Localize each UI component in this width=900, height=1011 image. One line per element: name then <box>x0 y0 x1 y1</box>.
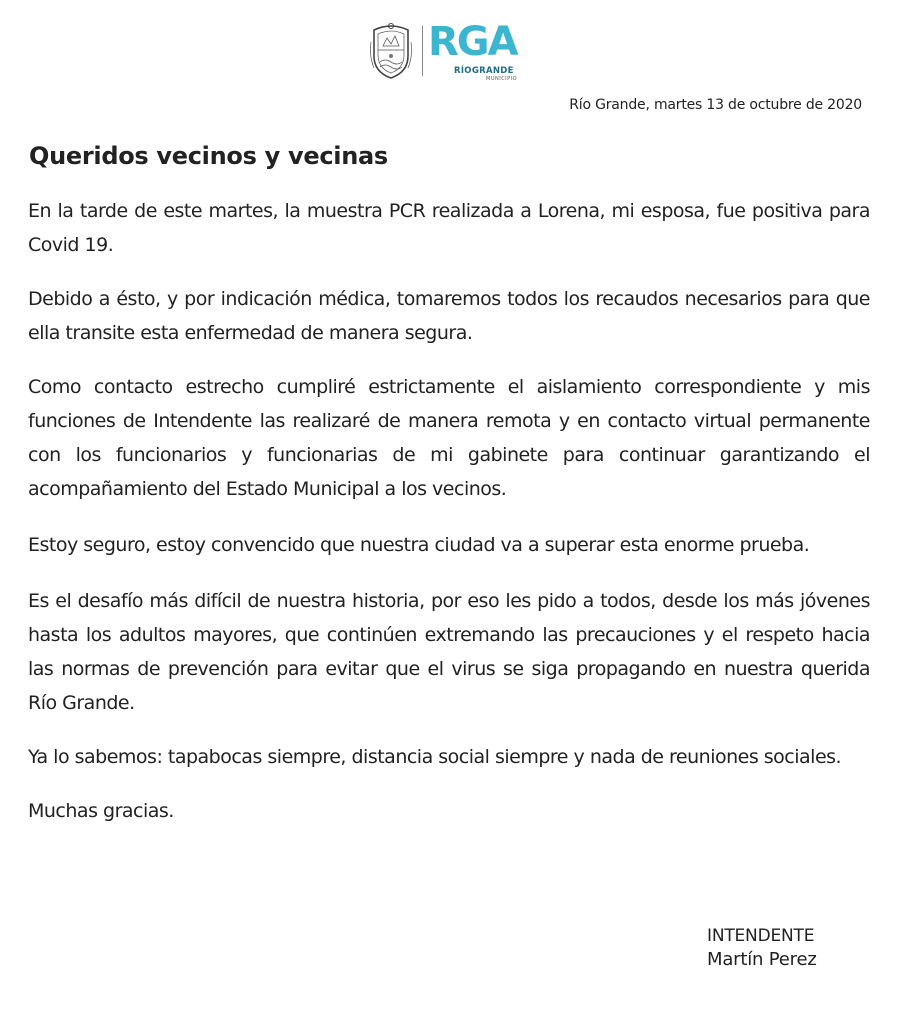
signature-block <box>707 924 817 972</box>
paragraph: Estoy seguro, estoy convencido que nuestra ciudad va a superar esta enorme prueba. <box>28 534 810 556</box>
paragraph: Como contacto estrecho cumpliré estrictamente el aislamiento correspondiente y mis funciones de Intendente las realizaré de manera remota y en contacto virtual permanente con los funcionarios y funcionarias de mi gabinete para continuar garantizando el acompañamiento del Estado Municipal a los vecinos. <box>28 376 870 500</box>
signature-name: Martín Perez <box>707 949 817 970</box>
paragraph: Ya lo sabemos: tapabocas siempre, distancia social siempre y nada de reuniones sociales. <box>28 746 842 768</box>
brand-logo <box>428 20 538 84</box>
brand-subtitle: MUNICIPIO <box>486 76 518 82</box>
municipal-seal-icon <box>368 22 414 80</box>
signature-title: INTENDENTE <box>707 926 815 946</box>
header-divider <box>422 26 423 76</box>
letterhead <box>368 20 538 84</box>
paragraph: Muchas gracias. <box>28 800 174 822</box>
letter-body <box>28 194 870 828</box>
paragraph: En la tarde de este martes, la muestra PCR realizada a Lorena, mi esposa, fue positiva para Covid 19. <box>28 200 870 256</box>
paragraph: Es el desafío más difícil de nuestra historia, por eso les pido a todos, desde los más jóvenes hasta los adultos mayores, que continúen extremando las precauciones y el respeto hacia las normas de prevención para evitar que el virus se siga propagando en nuestra querida Río Grande. <box>28 590 870 714</box>
letter-date: Río Grande, martes 13 de octubre de 2020 <box>569 97 862 113</box>
letter-greeting: Queridos vecinos y vecinas <box>29 142 388 170</box>
brand-mark: RGA <box>428 19 517 65</box>
paragraph: Debido a ésto, y por indicación médica, tomaremos todos los recaudos necesarios para que ella transite esta enfermedad de manera segura. <box>28 288 870 344</box>
brand-city: RÍOGRANDE <box>454 66 514 76</box>
